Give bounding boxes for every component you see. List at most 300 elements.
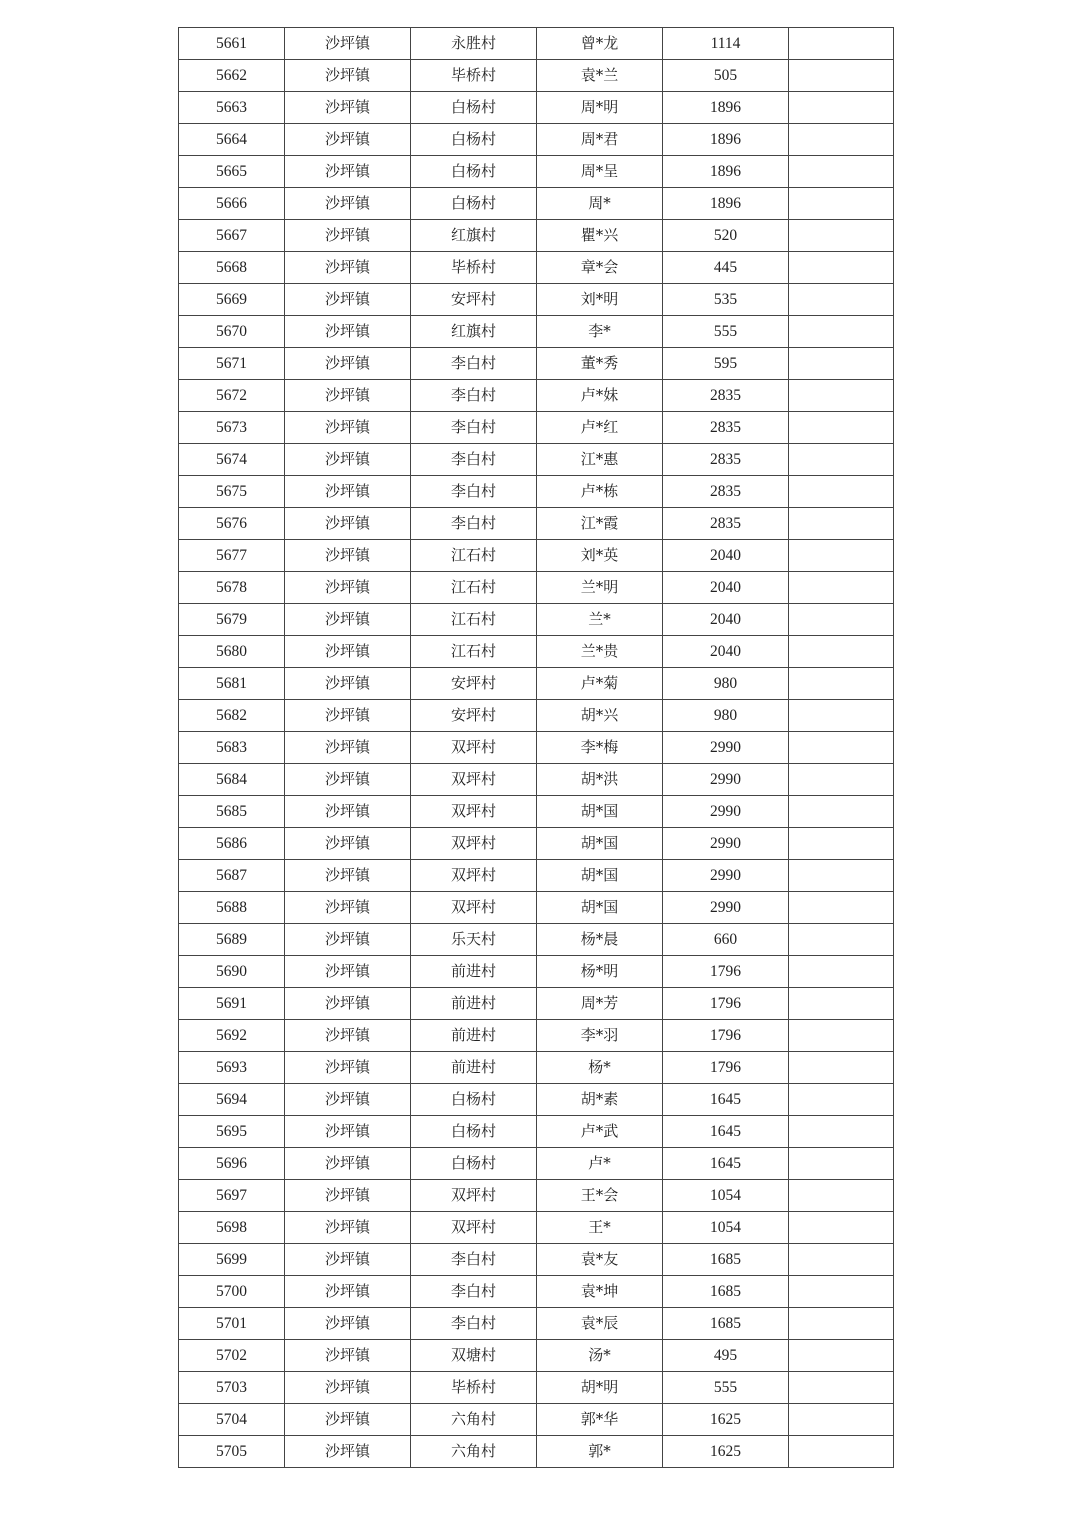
cell-amount: 1625 bbox=[663, 1436, 789, 1468]
cell-village: 毕桥村 bbox=[411, 1372, 537, 1404]
cell-serial-number: 5683 bbox=[179, 732, 285, 764]
cell-name: 袁*坤 bbox=[537, 1276, 663, 1308]
cell-town: 沙坪镇 bbox=[285, 316, 411, 348]
cell-town: 沙坪镇 bbox=[285, 1340, 411, 1372]
cell-name: 袁*辰 bbox=[537, 1308, 663, 1340]
cell-serial-number: 5687 bbox=[179, 860, 285, 892]
cell-amount: 1896 bbox=[663, 124, 789, 156]
cell-remark bbox=[789, 156, 894, 188]
cell-amount: 2990 bbox=[663, 796, 789, 828]
cell-remark bbox=[789, 1308, 894, 1340]
cell-amount: 1685 bbox=[663, 1308, 789, 1340]
cell-serial-number: 5699 bbox=[179, 1244, 285, 1276]
cell-name: 李*梅 bbox=[537, 732, 663, 764]
cell-town: 沙坪镇 bbox=[285, 1052, 411, 1084]
cell-village: 安坪村 bbox=[411, 700, 537, 732]
cell-remark bbox=[789, 732, 894, 764]
cell-name: 胡*国 bbox=[537, 796, 663, 828]
cell-amount: 2040 bbox=[663, 572, 789, 604]
cell-village: 李白村 bbox=[411, 476, 537, 508]
cell-amount: 445 bbox=[663, 252, 789, 284]
cell-serial-number: 5678 bbox=[179, 572, 285, 604]
cell-amount: 1796 bbox=[663, 956, 789, 988]
cell-town: 沙坪镇 bbox=[285, 220, 411, 252]
cell-town: 沙坪镇 bbox=[285, 1244, 411, 1276]
cell-amount: 1054 bbox=[663, 1180, 789, 1212]
cell-remark bbox=[789, 188, 894, 220]
cell-serial-number: 5670 bbox=[179, 316, 285, 348]
cell-serial-number: 5684 bbox=[179, 764, 285, 796]
cell-serial-number: 5665 bbox=[179, 156, 285, 188]
cell-name: 卢* bbox=[537, 1148, 663, 1180]
cell-remark bbox=[789, 412, 894, 444]
cell-village: 江石村 bbox=[411, 572, 537, 604]
cell-serial-number: 5693 bbox=[179, 1052, 285, 1084]
cell-serial-number: 5666 bbox=[179, 188, 285, 220]
cell-serial-number: 5675 bbox=[179, 476, 285, 508]
table-row bbox=[179, 316, 894, 348]
table-body bbox=[179, 28, 894, 1468]
cell-amount: 2835 bbox=[663, 508, 789, 540]
table-row bbox=[179, 252, 894, 284]
cell-name: 周*呈 bbox=[537, 156, 663, 188]
table-row bbox=[179, 28, 894, 60]
cell-village: 乐天村 bbox=[411, 924, 537, 956]
cell-name: 胡*兴 bbox=[537, 700, 663, 732]
cell-name: 李*羽 bbox=[537, 1020, 663, 1052]
cell-serial-number: 5676 bbox=[179, 508, 285, 540]
table-row bbox=[179, 1116, 894, 1148]
cell-town: 沙坪镇 bbox=[285, 476, 411, 508]
cell-remark bbox=[789, 1084, 894, 1116]
cell-village: 毕桥村 bbox=[411, 252, 537, 284]
cell-remark bbox=[789, 988, 894, 1020]
cell-village: 李白村 bbox=[411, 348, 537, 380]
table-row bbox=[179, 92, 894, 124]
cell-amount: 1625 bbox=[663, 1404, 789, 1436]
cell-serial-number: 5695 bbox=[179, 1116, 285, 1148]
cell-village: 江石村 bbox=[411, 604, 537, 636]
cell-remark bbox=[789, 860, 894, 892]
table-row bbox=[179, 636, 894, 668]
cell-village: 李白村 bbox=[411, 444, 537, 476]
cell-town: 沙坪镇 bbox=[285, 348, 411, 380]
cell-remark bbox=[789, 124, 894, 156]
table-row bbox=[179, 188, 894, 220]
cell-village: 双坪村 bbox=[411, 1212, 537, 1244]
cell-village: 江石村 bbox=[411, 540, 537, 572]
cell-name: 胡*明 bbox=[537, 1372, 663, 1404]
cell-remark bbox=[789, 220, 894, 252]
table-row bbox=[179, 1404, 894, 1436]
cell-village: 双坪村 bbox=[411, 828, 537, 860]
cell-remark bbox=[789, 636, 894, 668]
table-row bbox=[179, 1308, 894, 1340]
cell-village: 红旗村 bbox=[411, 220, 537, 252]
cell-town: 沙坪镇 bbox=[285, 924, 411, 956]
cell-name: 江*霞 bbox=[537, 508, 663, 540]
cell-amount: 555 bbox=[663, 1372, 789, 1404]
cell-name: 卢*红 bbox=[537, 412, 663, 444]
cell-village: 双坪村 bbox=[411, 732, 537, 764]
cell-village: 李白村 bbox=[411, 412, 537, 444]
cell-serial-number: 5705 bbox=[179, 1436, 285, 1468]
cell-village: 李白村 bbox=[411, 1276, 537, 1308]
cell-remark bbox=[789, 764, 894, 796]
cell-village: 安坪村 bbox=[411, 668, 537, 700]
cell-serial-number: 5673 bbox=[179, 412, 285, 444]
cell-serial-number: 5682 bbox=[179, 700, 285, 732]
cell-town: 沙坪镇 bbox=[285, 828, 411, 860]
cell-village: 前进村 bbox=[411, 956, 537, 988]
cell-remark bbox=[789, 1404, 894, 1436]
cell-town: 沙坪镇 bbox=[285, 1276, 411, 1308]
cell-remark bbox=[789, 284, 894, 316]
cell-town: 沙坪镇 bbox=[285, 92, 411, 124]
cell-village: 永胜村 bbox=[411, 28, 537, 60]
cell-remark bbox=[789, 476, 894, 508]
cell-amount: 505 bbox=[663, 60, 789, 92]
table-row bbox=[179, 668, 894, 700]
cell-name: 杨*晨 bbox=[537, 924, 663, 956]
cell-remark bbox=[789, 572, 894, 604]
cell-town: 沙坪镇 bbox=[285, 412, 411, 444]
cell-serial-number: 5697 bbox=[179, 1180, 285, 1212]
table-row bbox=[179, 604, 894, 636]
cell-serial-number: 5664 bbox=[179, 124, 285, 156]
cell-name: 杨*明 bbox=[537, 956, 663, 988]
cell-amount: 2835 bbox=[663, 444, 789, 476]
cell-remark bbox=[789, 348, 894, 380]
cell-serial-number: 5696 bbox=[179, 1148, 285, 1180]
cell-amount: 660 bbox=[663, 924, 789, 956]
table-row bbox=[179, 764, 894, 796]
cell-remark bbox=[789, 92, 894, 124]
cell-town: 沙坪镇 bbox=[285, 1020, 411, 1052]
table-row bbox=[179, 508, 894, 540]
cell-remark bbox=[789, 956, 894, 988]
table-row bbox=[179, 1212, 894, 1244]
cell-remark bbox=[789, 924, 894, 956]
cell-town: 沙坪镇 bbox=[285, 508, 411, 540]
cell-remark bbox=[789, 1372, 894, 1404]
cell-amount: 1645 bbox=[663, 1084, 789, 1116]
cell-amount: 2990 bbox=[663, 860, 789, 892]
cell-amount: 1645 bbox=[663, 1116, 789, 1148]
cell-village: 双坪村 bbox=[411, 796, 537, 828]
cell-village: 白杨村 bbox=[411, 1116, 537, 1148]
cell-town: 沙坪镇 bbox=[285, 28, 411, 60]
cell-remark bbox=[789, 892, 894, 924]
cell-remark bbox=[789, 1020, 894, 1052]
cell-serial-number: 5667 bbox=[179, 220, 285, 252]
cell-town: 沙坪镇 bbox=[285, 444, 411, 476]
cell-remark bbox=[789, 60, 894, 92]
cell-name: 兰*明 bbox=[537, 572, 663, 604]
cell-amount: 2990 bbox=[663, 764, 789, 796]
cell-serial-number: 5680 bbox=[179, 636, 285, 668]
cell-serial-number: 5698 bbox=[179, 1212, 285, 1244]
cell-name: 袁*友 bbox=[537, 1244, 663, 1276]
cell-amount: 535 bbox=[663, 284, 789, 316]
table-row bbox=[179, 700, 894, 732]
cell-town: 沙坪镇 bbox=[285, 668, 411, 700]
cell-amount: 1896 bbox=[663, 92, 789, 124]
cell-remark bbox=[789, 1052, 894, 1084]
cell-name: 周* bbox=[537, 188, 663, 220]
cell-name: 章*会 bbox=[537, 252, 663, 284]
cell-town: 沙坪镇 bbox=[285, 764, 411, 796]
cell-amount: 595 bbox=[663, 348, 789, 380]
cell-name: 汤* bbox=[537, 1340, 663, 1372]
cell-village: 白杨村 bbox=[411, 92, 537, 124]
cell-village: 李白村 bbox=[411, 1244, 537, 1276]
cell-remark bbox=[789, 316, 894, 348]
table-row bbox=[179, 124, 894, 156]
cell-amount: 1685 bbox=[663, 1276, 789, 1308]
cell-name: 卢*妹 bbox=[537, 380, 663, 412]
cell-town: 沙坪镇 bbox=[285, 1180, 411, 1212]
cell-serial-number: 5685 bbox=[179, 796, 285, 828]
table-row bbox=[179, 1340, 894, 1372]
cell-name: 江*惠 bbox=[537, 444, 663, 476]
table-row bbox=[179, 444, 894, 476]
cell-name: 曾*龙 bbox=[537, 28, 663, 60]
cell-amount: 2040 bbox=[663, 636, 789, 668]
cell-name: 胡*国 bbox=[537, 892, 663, 924]
cell-serial-number: 5694 bbox=[179, 1084, 285, 1116]
cell-name: 卢*菊 bbox=[537, 668, 663, 700]
table-row bbox=[179, 1276, 894, 1308]
cell-name: 刘*英 bbox=[537, 540, 663, 572]
table-row bbox=[179, 1084, 894, 1116]
cell-serial-number: 5691 bbox=[179, 988, 285, 1020]
cell-village: 双坪村 bbox=[411, 1180, 537, 1212]
cell-town: 沙坪镇 bbox=[285, 380, 411, 412]
cell-serial-number: 5690 bbox=[179, 956, 285, 988]
cell-town: 沙坪镇 bbox=[285, 988, 411, 1020]
cell-town: 沙坪镇 bbox=[285, 1116, 411, 1148]
cell-village: 双坪村 bbox=[411, 764, 537, 796]
cell-amount: 980 bbox=[663, 668, 789, 700]
cell-serial-number: 5703 bbox=[179, 1372, 285, 1404]
table-row bbox=[179, 924, 894, 956]
cell-name: 卢*栋 bbox=[537, 476, 663, 508]
table-row bbox=[179, 412, 894, 444]
cell-amount: 2990 bbox=[663, 892, 789, 924]
cell-remark bbox=[789, 1116, 894, 1148]
cell-village: 毕桥村 bbox=[411, 60, 537, 92]
cell-name: 郭*华 bbox=[537, 1404, 663, 1436]
cell-name: 胡*素 bbox=[537, 1084, 663, 1116]
cell-amount: 1796 bbox=[663, 1020, 789, 1052]
table-row bbox=[179, 956, 894, 988]
cell-remark bbox=[789, 1244, 894, 1276]
cell-village: 白杨村 bbox=[411, 156, 537, 188]
cell-town: 沙坪镇 bbox=[285, 572, 411, 604]
cell-remark bbox=[789, 1212, 894, 1244]
cell-remark bbox=[789, 700, 894, 732]
cell-remark bbox=[789, 604, 894, 636]
cell-village: 前进村 bbox=[411, 1052, 537, 1084]
table-row bbox=[179, 220, 894, 252]
cell-amount: 2835 bbox=[663, 412, 789, 444]
cell-town: 沙坪镇 bbox=[285, 1372, 411, 1404]
table-row bbox=[179, 1020, 894, 1052]
table-row bbox=[179, 572, 894, 604]
cell-name: 杨* bbox=[537, 1052, 663, 1084]
cell-serial-number: 5689 bbox=[179, 924, 285, 956]
cell-amount: 1796 bbox=[663, 988, 789, 1020]
cell-remark bbox=[789, 252, 894, 284]
cell-village: 白杨村 bbox=[411, 1148, 537, 1180]
cell-town: 沙坪镇 bbox=[285, 252, 411, 284]
cell-serial-number: 5692 bbox=[179, 1020, 285, 1052]
cell-remark bbox=[789, 668, 894, 700]
cell-serial-number: 5677 bbox=[179, 540, 285, 572]
cell-amount: 2990 bbox=[663, 732, 789, 764]
cell-village: 白杨村 bbox=[411, 188, 537, 220]
cell-amount: 2040 bbox=[663, 604, 789, 636]
cell-remark bbox=[789, 1340, 894, 1372]
cell-village: 江石村 bbox=[411, 636, 537, 668]
cell-name: 董*秀 bbox=[537, 348, 663, 380]
cell-remark bbox=[789, 380, 894, 412]
cell-village: 白杨村 bbox=[411, 1084, 537, 1116]
cell-amount: 1685 bbox=[663, 1244, 789, 1276]
cell-serial-number: 5679 bbox=[179, 604, 285, 636]
cell-amount: 2835 bbox=[663, 476, 789, 508]
cell-serial-number: 5686 bbox=[179, 828, 285, 860]
cell-village: 李白村 bbox=[411, 1308, 537, 1340]
cell-town: 沙坪镇 bbox=[285, 1212, 411, 1244]
cell-serial-number: 5662 bbox=[179, 60, 285, 92]
cell-remark bbox=[789, 508, 894, 540]
table-row bbox=[179, 284, 894, 316]
cell-town: 沙坪镇 bbox=[285, 540, 411, 572]
table-row bbox=[179, 1180, 894, 1212]
cell-remark bbox=[789, 540, 894, 572]
table-row bbox=[179, 156, 894, 188]
cell-name: 兰*贵 bbox=[537, 636, 663, 668]
cell-village: 双坪村 bbox=[411, 892, 537, 924]
cell-name: 郭* bbox=[537, 1436, 663, 1468]
table-row bbox=[179, 1052, 894, 1084]
cell-serial-number: 5661 bbox=[179, 28, 285, 60]
cell-amount: 1896 bbox=[663, 188, 789, 220]
cell-remark bbox=[789, 444, 894, 476]
table-row bbox=[179, 988, 894, 1020]
cell-amount: 520 bbox=[663, 220, 789, 252]
cell-town: 沙坪镇 bbox=[285, 700, 411, 732]
cell-village: 双塘村 bbox=[411, 1340, 537, 1372]
table-row bbox=[179, 60, 894, 92]
table-row bbox=[179, 828, 894, 860]
cell-serial-number: 5704 bbox=[179, 1404, 285, 1436]
cell-town: 沙坪镇 bbox=[285, 1148, 411, 1180]
cell-remark bbox=[789, 1276, 894, 1308]
table-row bbox=[179, 796, 894, 828]
cell-amount: 555 bbox=[663, 316, 789, 348]
cell-town: 沙坪镇 bbox=[285, 604, 411, 636]
cell-amount: 2040 bbox=[663, 540, 789, 572]
table-row bbox=[179, 732, 894, 764]
cell-remark bbox=[789, 1180, 894, 1212]
cell-village: 六角村 bbox=[411, 1436, 537, 1468]
table-row bbox=[179, 1148, 894, 1180]
table-row bbox=[179, 1244, 894, 1276]
cell-town: 沙坪镇 bbox=[285, 1404, 411, 1436]
table-row bbox=[179, 860, 894, 892]
cell-village: 前进村 bbox=[411, 988, 537, 1020]
cell-town: 沙坪镇 bbox=[285, 1436, 411, 1468]
table-row bbox=[179, 1372, 894, 1404]
cell-name: 周*君 bbox=[537, 124, 663, 156]
cell-serial-number: 5669 bbox=[179, 284, 285, 316]
cell-serial-number: 5674 bbox=[179, 444, 285, 476]
table-row bbox=[179, 892, 894, 924]
cell-village: 李白村 bbox=[411, 508, 537, 540]
cell-amount: 495 bbox=[663, 1340, 789, 1372]
cell-serial-number: 5663 bbox=[179, 92, 285, 124]
cell-serial-number: 5668 bbox=[179, 252, 285, 284]
cell-amount: 2835 bbox=[663, 380, 789, 412]
cell-remark bbox=[789, 1148, 894, 1180]
cell-town: 沙坪镇 bbox=[285, 636, 411, 668]
cell-amount: 1645 bbox=[663, 1148, 789, 1180]
cell-serial-number: 5681 bbox=[179, 668, 285, 700]
cell-serial-number: 5671 bbox=[179, 348, 285, 380]
cell-remark bbox=[789, 828, 894, 860]
cell-serial-number: 5701 bbox=[179, 1308, 285, 1340]
cell-amount: 1796 bbox=[663, 1052, 789, 1084]
cell-town: 沙坪镇 bbox=[285, 1084, 411, 1116]
cell-name: 王* bbox=[537, 1212, 663, 1244]
data-table bbox=[178, 27, 894, 1468]
cell-town: 沙坪镇 bbox=[285, 1308, 411, 1340]
cell-name: 周*芳 bbox=[537, 988, 663, 1020]
cell-serial-number: 5700 bbox=[179, 1276, 285, 1308]
cell-name: 兰* bbox=[537, 604, 663, 636]
table-row bbox=[179, 1436, 894, 1468]
cell-town: 沙坪镇 bbox=[285, 188, 411, 220]
cell-village: 白杨村 bbox=[411, 124, 537, 156]
cell-serial-number: 5702 bbox=[179, 1340, 285, 1372]
table-row bbox=[179, 540, 894, 572]
cell-remark bbox=[789, 796, 894, 828]
cell-town: 沙坪镇 bbox=[285, 796, 411, 828]
cell-name: 卢*武 bbox=[537, 1116, 663, 1148]
cell-name: 胡*国 bbox=[537, 860, 663, 892]
cell-name: 李* bbox=[537, 316, 663, 348]
cell-town: 沙坪镇 bbox=[285, 860, 411, 892]
cell-town: 沙坪镇 bbox=[285, 284, 411, 316]
cell-amount: 1896 bbox=[663, 156, 789, 188]
table-row bbox=[179, 380, 894, 412]
cell-town: 沙坪镇 bbox=[285, 732, 411, 764]
cell-remark bbox=[789, 28, 894, 60]
cell-name: 周*明 bbox=[537, 92, 663, 124]
cell-name: 胡*洪 bbox=[537, 764, 663, 796]
cell-name: 胡*国 bbox=[537, 828, 663, 860]
table-row bbox=[179, 476, 894, 508]
cell-name: 刘*明 bbox=[537, 284, 663, 316]
cell-town: 沙坪镇 bbox=[285, 156, 411, 188]
cell-village: 李白村 bbox=[411, 380, 537, 412]
cell-town: 沙坪镇 bbox=[285, 892, 411, 924]
cell-name: 瞿*兴 bbox=[537, 220, 663, 252]
cell-town: 沙坪镇 bbox=[285, 956, 411, 988]
